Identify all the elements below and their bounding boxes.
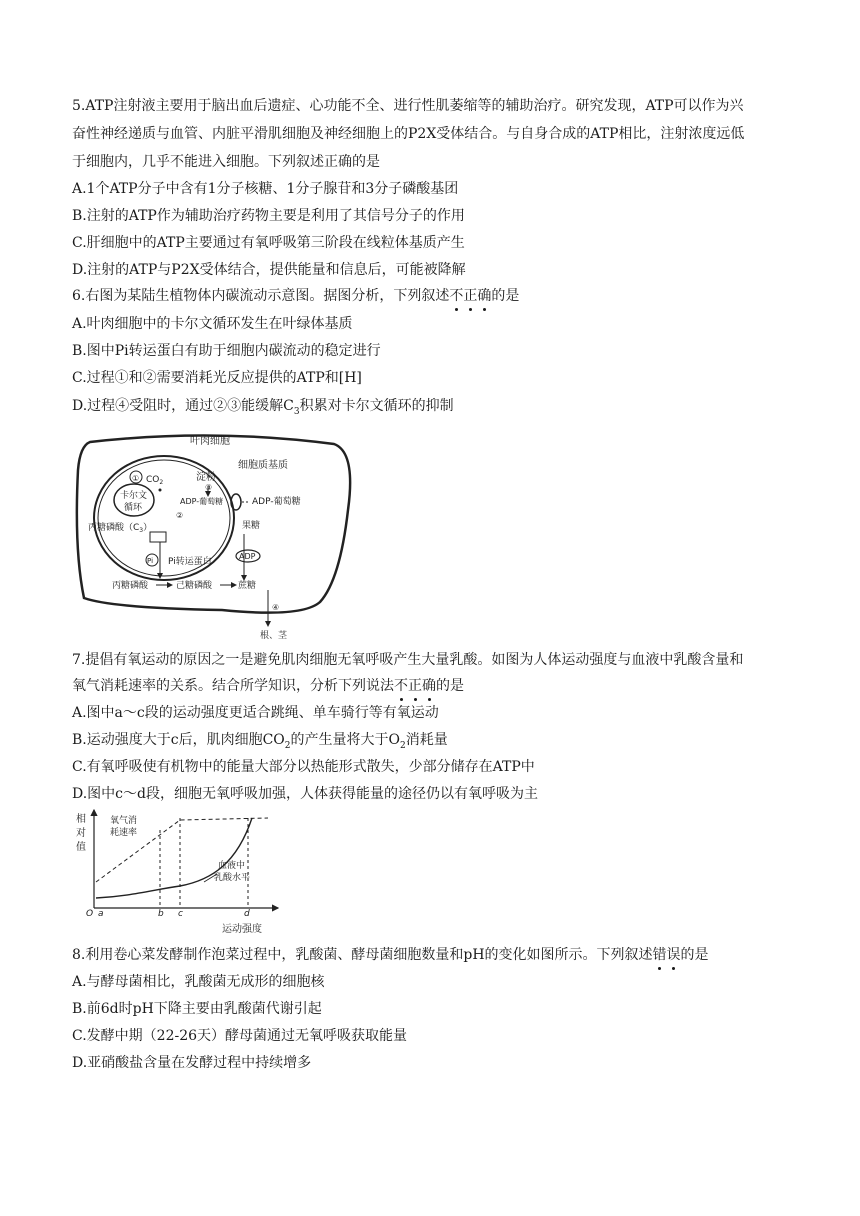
q7-option-a: A.图中a～c段的运动强度更适合跳绳、单车骑行等有氧运动 <box>72 705 439 721</box>
emphasis-dot-char: 不 <box>449 288 464 304</box>
q8-stem: 8.利用卷心菜发酵制作泡菜过程中，乳酸菌、酵母菌细胞数量和pH的变化如图所示。下列叙述错误的是 <box>72 947 709 963</box>
q5-stem-line3: 于细胞内，几乎不能进入细胞。下列叙述正确的是 <box>72 154 380 170</box>
label-adp-glucose-outer: ADP-葡萄糖 <box>252 497 301 507</box>
label-root-stem: 根、茎 <box>260 631 288 640</box>
tick-a: a <box>98 909 104 919</box>
q7-stem-line1: 7.提倡有氧运动的原因之一是避免肌肉细胞无氧呼吸产生大量乳酸。如图为人体运动强度与血液中乳酸含量和 <box>72 652 744 668</box>
emphasis-dot-char: 不 <box>394 678 408 694</box>
emphasis-dot-char: 确 <box>477 288 492 304</box>
q7-option-c: C.有氧呼吸使有机物中的能量大部分以热能形式散失，少部分储存在ATP中 <box>72 759 535 775</box>
label-adp: ADP <box>239 552 256 561</box>
q5-option-a: A.1个ATP分子中含有1分子核糖、1分子腺苷和3分子磷酸基团 <box>72 181 459 197</box>
q8-option-a: A.与酵母菌相比，乳酸菌无成形的细胞核 <box>72 974 325 990</box>
carbon-flow-diagram <box>72 430 362 640</box>
label-n1: ① <box>132 474 140 483</box>
q8-option-b: B.前6d时pH下降主要由乳酸菌代谢引起 <box>72 1001 322 1017</box>
tick-b: b <box>158 909 164 919</box>
label-adp-glucose-inner: ADP-葡萄糖 <box>180 497 224 506</box>
emphasis-dot-char: 误 <box>666 947 681 963</box>
label-starch: 淀粉 <box>196 472 216 483</box>
q6-stem: 6.右图为某陆生植物体内碳流动示意图。据图分析，下列叙述不正确的是 <box>72 288 520 304</box>
q5-stem-line1: 5.ATP注射液主要用于脑出血后遗症、心功能不全、进行性肌萎缩等的辅助治疗。研究发现，ATP可以作为兴 <box>72 98 744 114</box>
q6-option-b: B.图中Pi转运蛋白有助于细胞内碳流动的稳定进行 <box>72 343 381 359</box>
exercise-chart <box>72 808 282 938</box>
label-triose-phosphate: 丙糖磷酸 <box>112 581 149 591</box>
q5-option-b: B.注射的ATP作为辅助治疗药物主要是利用了其信号分子的作用 <box>72 208 465 224</box>
q6-option-a: A.叶肉细胞中的卡尔文循环发生在叶绿体基质 <box>72 316 353 332</box>
label-calvin-2: 循环 <box>124 503 143 513</box>
label-co2: $CO_2$ <box>146 475 164 486</box>
q5-stem-line2: 奋性神经递质与血管、内脏平滑肌细胞及神经细胞上的P2X受体结合。与自身合成的ATP相比，注射浓度远低 <box>72 126 745 142</box>
lactate-label-2: 乳酸水平 <box>214 873 251 883</box>
label-hexose-phosphate: 己糖磷酸 <box>176 581 213 591</box>
y-label-3: 值 <box>76 842 86 853</box>
q8-option-d: D.亚硝酸盐含量在发酵过程中持续增多 <box>72 1055 312 1071</box>
tick-c: c <box>178 909 183 919</box>
o2-label-1: 氧气消 <box>110 816 138 826</box>
label-n3: ③ <box>205 483 213 492</box>
label-sucrose: 蔗糖 <box>238 581 257 591</box>
label-cytoplasm-matrix: 细胞质基质 <box>238 460 288 471</box>
label-pi-transporter: Pi转运蛋白 <box>168 557 212 567</box>
emphasis-dot-char: 错 <box>652 947 667 963</box>
label-n4: ④ <box>272 603 280 612</box>
label-n2: ② <box>176 511 184 520</box>
q5-option-c: C.肝细胞中的ATP主要通过有氧呼吸第三阶段在线粒体基质产生 <box>72 235 465 251</box>
origin-label: O <box>86 909 94 919</box>
label-pi: Pi <box>147 557 154 565</box>
label-triose-phosphate-c3: 丙糖磷酸$(C_3)$ <box>88 523 153 534</box>
x-axis-label: 运动强度 <box>222 924 262 935</box>
tick-d: d <box>244 909 250 919</box>
q6-option-c: C.过程①和②需要消耗光反应提供的ATP和[H] <box>72 370 362 386</box>
o2-label-2: 耗速率 <box>110 828 138 838</box>
lactate-label-1: 血液中 <box>218 861 246 871</box>
q7-stem-line2: 氧气消耗速率的关系。结合所学知识，分析下列说法不正确的是 <box>72 678 464 694</box>
q8-option-c: C.发酵中期（22-26天）酵母菌通过无氧呼吸获取能量 <box>72 1028 408 1044</box>
emphasis-dot-char: 确 <box>422 678 436 694</box>
label-calvin-1: 卡尔文 <box>120 491 148 501</box>
q6-option-d: D.过程④受阻时，通过②③能缓解$C_3$积累对卡尔文循环的抑制 <box>72 398 454 417</box>
q5-option-d: D.注射的ATP与P2X受体结合，提供能量和信息后，可能被降解 <box>72 262 466 278</box>
emphasis-dot-char: 正 <box>408 678 422 694</box>
q7-option-b: B.运动强度大于c后，肌肉细胞$CO_2$的产生量将大于$O_2$消耗量 <box>72 732 448 751</box>
y-label-1: 相 <box>76 814 86 825</box>
y-label-2: 对 <box>76 828 86 839</box>
q7-option-d: D.图中c～d段，细胞无氧呼吸加强，人体获得能量的途径仍以有氧呼吸为主 <box>72 786 538 802</box>
label-fructose: 果糖 <box>242 521 261 531</box>
emphasis-dot-char: 正 <box>463 288 478 304</box>
label-mesophyll-cell: 叶肉细胞 <box>190 436 230 447</box>
